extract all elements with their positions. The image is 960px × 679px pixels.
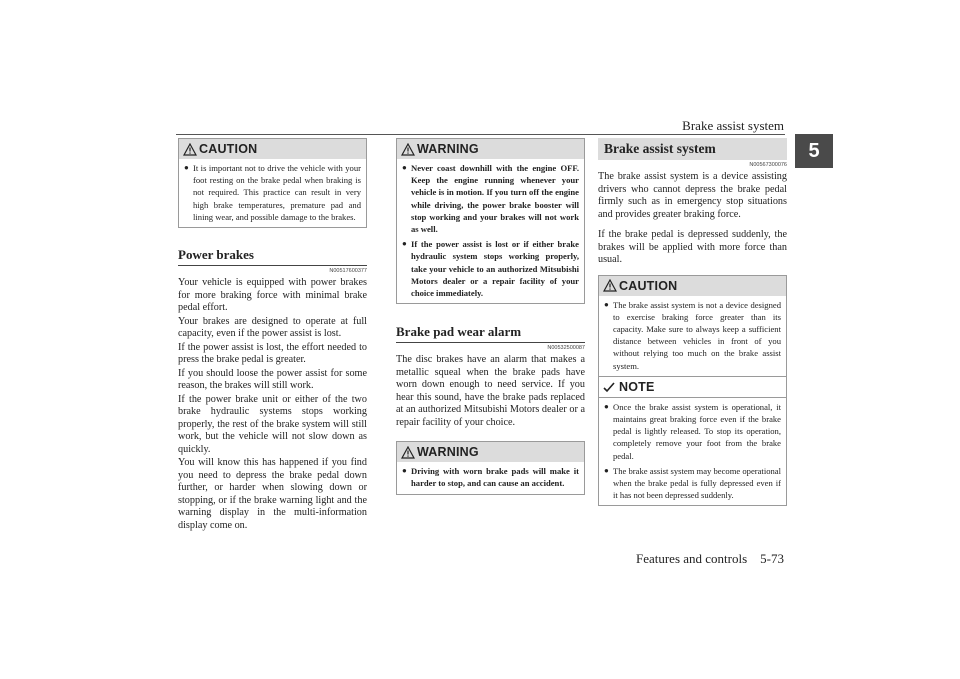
paragraph: If the power assist is lost, the effort needed to press the brake pedal is greater. <box>178 341 367 366</box>
section-code: N00532500087 <box>547 345 585 352</box>
bullet-icon: ● <box>402 163 407 172</box>
warning-title: WARNING <box>417 142 479 156</box>
paragraph: If the brake pedal is depressed suddenly, the brakes will be applied with more force than usual. <box>598 229 787 265</box>
bullet-icon: ● <box>184 163 189 172</box>
paragraph: Your vehicle is equipped with power brakes for more braking force with minimal brake pedal effort. <box>178 277 367 314</box>
bullet-icon: ● <box>402 466 407 476</box>
section-title-brake-pad-wear-alarm: Brake pad wear alarm <box>396 324 585 343</box>
note-item: ● Once the brake assist system is operational, it maintains great braking force even if the brake pedal is lightly released. To stop its operation, completely remove your foot from the brake pedal. <box>604 401 781 461</box>
column-3 <box>598 138 787 506</box>
paragraph: Your brakes are designed to operate at full capacity, even if the power assist is lost. <box>178 315 367 340</box>
note-header <box>599 377 786 398</box>
note-title: NOTE <box>619 379 655 394</box>
section-title-power-brakes: Power brakes <box>178 247 367 266</box>
paragraph: The disc brakes have an alarm that makes a metallic squeal when the brake pads have worn down enough to need service. If you hear this sound, have the brake pads replaced at an authorized Mitsubishi Motors dealer or a repair facility of your choice. <box>396 354 585 428</box>
chapter-tab: 5 <box>795 134 833 168</box>
caution-header <box>179 139 366 159</box>
warning-triangle-icon <box>183 143 197 156</box>
note-box <box>598 377 787 507</box>
paragraph: The brake assist system is a device assisting drivers who cannot depress the brake pedal firmly such as in emergency stop situations and provides greater braking force. <box>598 171 787 220</box>
warning-header <box>397 442 584 462</box>
warning-box-2 <box>396 441 585 494</box>
warning-triangle-icon <box>603 279 617 292</box>
caution-item: ● It is important not to drive the vehicle with your foot resting on the brake pedal when braking is not required. This practice can result in very high brake temperatures, premature pad and lining wear, and possible damage to the brakes. <box>184 163 361 222</box>
bullet-icon: ● <box>604 299 609 309</box>
caution-title: CAUTION <box>199 142 258 156</box>
section-code: N00567300076 <box>749 162 787 168</box>
warning-box <box>396 138 585 304</box>
caution-header <box>599 276 786 296</box>
paragraph: You will know this has happened if you find you need to depress the brake pedal down further, or harder when slowing down or stopping, or if the brake warning light and the warning display in the multi-information display come on. <box>178 457 367 531</box>
bullet-icon: ● <box>402 239 407 249</box>
pencil-check-icon <box>603 381 615 393</box>
warning-item: ● If the power assist is lost or if either brake hydraulic system stops working properly, take your vehicle to an authorized Mitsubishi Motors dealer or a repair facility of your choice immediately. <box>402 239 579 299</box>
warning-item: ● Never coast downhill with the engine OFF. Keep the engine running whenever your vehicle is in motion. If you turn off the engine while driving, the power brake booster will stop working and your brakes will not work as well. <box>402 163 579 235</box>
running-header-title: Brake assist system <box>682 118 784 133</box>
caution-box <box>178 138 367 228</box>
caution-title: CAUTION <box>619 278 678 293</box>
warning-title: WARNING <box>417 445 479 460</box>
caution-box <box>598 275 787 377</box>
page-footer: Features and controls 5-73 <box>635 551 784 566</box>
header-rule <box>176 134 785 135</box>
warning-triangle-icon <box>401 446 415 459</box>
warning-header <box>397 139 584 159</box>
note-item: ● The brake assist system may become operational when the brake pedal is fully depressed even if it has not been depressed suddenly. <box>604 465 782 501</box>
warning-item: ● Driving with worn brake pads will make it harder to stop, and can cause an accident. <box>402 466 579 489</box>
paragraph: If you should loose the power assist for some reason, the brakes will still work. <box>178 367 367 392</box>
section-title-brake-assist-system: Brake assist system <box>598 138 787 160</box>
caution-item: ● The brake assist system is not a device designed to exercise braking force greater than its capacity. Make sure to always keep a sufficient distance between vehicles in front of you without relying too much on the brake assist system. <box>604 299 781 371</box>
warning-triangle-icon <box>401 143 415 156</box>
column-2 <box>396 138 585 495</box>
section-code: N00517600377 <box>329 268 367 275</box>
bullet-icon: ● <box>604 465 609 475</box>
paragraph: If the power brake unit or either of the two brake hydraulic systems stops working properly, the rest of the brake system will still work, but the vehicle will not slow down as quickly. <box>178 393 367 455</box>
column-1 <box>178 138 367 532</box>
bullet-icon: ● <box>604 401 609 411</box>
